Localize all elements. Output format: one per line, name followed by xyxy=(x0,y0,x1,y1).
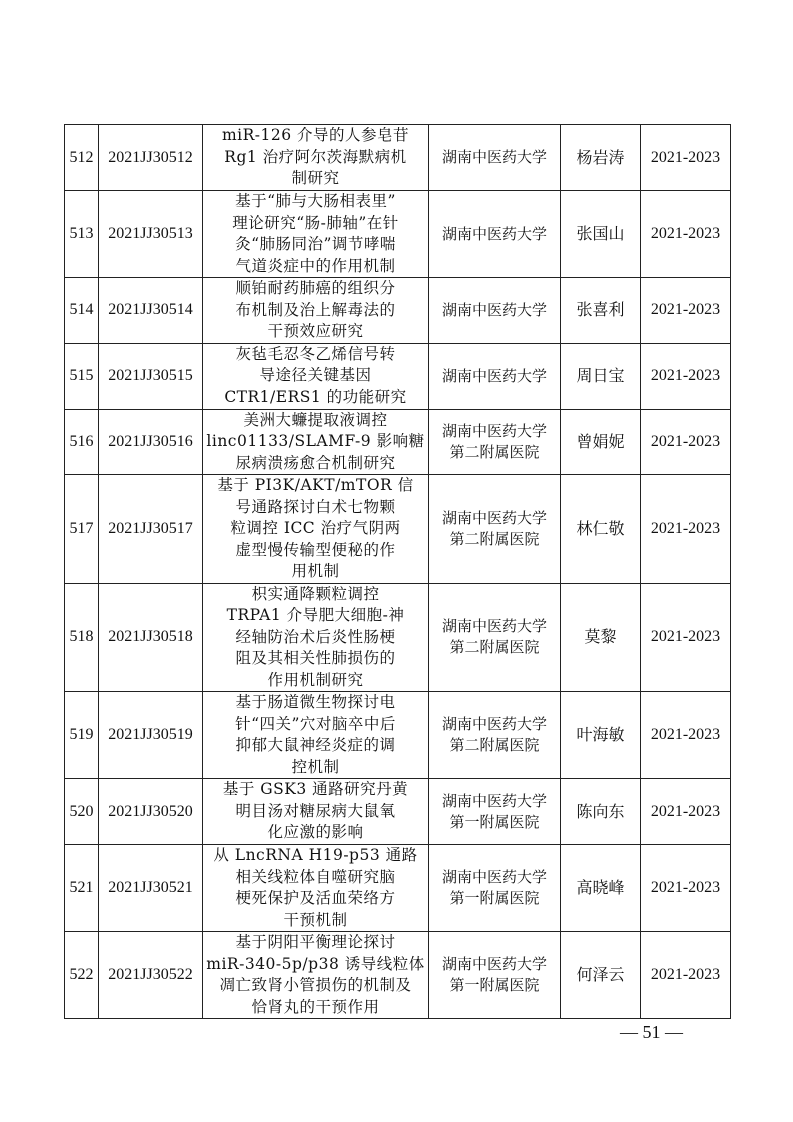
host-institution-line: 第一附属医院 xyxy=(449,976,540,994)
host-institution xyxy=(429,845,561,932)
project-leader: 张喜利 xyxy=(561,278,641,344)
host-institution-line: 湖南中医药大学 xyxy=(441,617,547,636)
table-row xyxy=(65,409,731,475)
project-title-line: CTR1/ERS1 的功能研究 xyxy=(224,387,407,406)
row-number: 517 xyxy=(65,475,99,584)
table-body xyxy=(65,125,731,1019)
project-title-line: 制研究 xyxy=(291,169,340,188)
project-title xyxy=(203,692,429,779)
table-row xyxy=(65,125,731,191)
project-leader: 林仁敬 xyxy=(561,475,641,584)
table-row xyxy=(65,583,731,692)
row-number: 513 xyxy=(65,191,99,278)
host-institution xyxy=(429,278,561,344)
project-title xyxy=(203,278,429,344)
project-title xyxy=(203,475,429,584)
table-row xyxy=(65,475,731,584)
project-title-line: 枳实通降颗粒调控 xyxy=(251,584,380,603)
project-code: 2021JJ30521 xyxy=(99,845,203,932)
project-title-line: 相关线粒体自噬研究脑 xyxy=(235,867,396,886)
host-institution-line: 第一附属医院 xyxy=(449,889,540,907)
row-number: 514 xyxy=(65,278,99,344)
project-title-line: 针“四关”穴对脑卒中后 xyxy=(235,714,396,733)
row-number: 520 xyxy=(65,779,99,845)
host-institution-line: 湖南中医药大学 xyxy=(441,715,547,733)
project-leader: 陈向东 xyxy=(561,779,641,845)
host-institution-line: 湖南中医药大学 xyxy=(441,421,547,440)
host-institution xyxy=(429,475,561,584)
project-code: 2021JJ30522 xyxy=(99,932,203,1019)
project-leader: 杨岩涛 xyxy=(561,125,641,191)
project-title-line: Rg1 治疗阿尔茨海默病机 xyxy=(224,147,407,166)
project-title-line: 气道炎症中的作用机制 xyxy=(235,256,396,275)
project-title-line: 化应激的影响 xyxy=(267,823,364,842)
project-title-line: 从 LncRNA H19-p53 通路 xyxy=(213,846,418,864)
project-title-line: 虚型慢传输型便秘的作 xyxy=(235,540,396,559)
project-title-line: linc01133/SLAMF-9 影响糖 xyxy=(206,432,425,450)
project-code: 2021JJ30517 xyxy=(99,475,203,584)
project-title-line: 干预机制 xyxy=(283,910,348,929)
host-institution-line: 第二附属医院 xyxy=(449,736,540,754)
project-code: 2021JJ30516 xyxy=(99,409,203,475)
host-institution xyxy=(429,932,561,1019)
host-institution-line: 湖南中医药大学 xyxy=(441,148,547,166)
project-title-line: 用机制 xyxy=(291,562,340,580)
project-period: 2021-2023 xyxy=(641,191,731,278)
project-leader: 张国山 xyxy=(561,191,641,278)
table-row xyxy=(65,779,731,845)
project-title-line: 导途径关键基因 xyxy=(259,366,372,385)
project-title-line: TRPA1 介导肥大细胞-神 xyxy=(226,606,405,624)
project-code: 2021JJ30519 xyxy=(99,692,203,779)
project-period: 2021-2023 xyxy=(641,475,731,584)
project-code: 2021JJ30520 xyxy=(99,779,203,845)
project-leader: 叶海敏 xyxy=(561,692,641,779)
table-row xyxy=(65,692,731,779)
host-institution xyxy=(429,692,561,779)
project-title-line: 基于“肺与大肠相表里” xyxy=(235,192,396,210)
project-leader: 莫黎 xyxy=(561,583,641,692)
project-period: 2021-2023 xyxy=(641,278,731,344)
host-institution xyxy=(429,583,561,692)
project-period: 2021-2023 xyxy=(641,845,731,932)
project-title xyxy=(203,191,429,278)
project-title-line: 干预效应研究 xyxy=(267,322,364,340)
project-title xyxy=(203,583,429,692)
project-title-line: 抑郁大鼠神经炎症的调 xyxy=(235,736,396,754)
project-title-line: 控机制 xyxy=(291,757,340,776)
host-institution-line: 第二附属医院 xyxy=(449,638,540,657)
page-number: — 51 — xyxy=(620,1022,683,1042)
project-title-line: 基于 PI3K/AKT/mTOR 信 xyxy=(217,476,414,494)
table-row xyxy=(65,191,731,278)
project-title xyxy=(203,932,429,1019)
project-period: 2021-2023 xyxy=(641,583,731,692)
project-title-line: 梗死保护及活血荣络方 xyxy=(235,889,396,907)
project-title-line: 粒调控 ICC 治疗气阴两 xyxy=(230,519,401,537)
project-title-line: 灰毡毛忍冬乙烯信号转 xyxy=(235,344,396,363)
project-title-line: 号通路探讨白术七物颗 xyxy=(235,497,396,516)
host-institution xyxy=(429,125,561,191)
table-row xyxy=(65,278,731,344)
row-number: 522 xyxy=(65,932,99,1019)
project-title-line: 基于 GSK3 通路研究丹黄 xyxy=(222,780,409,799)
host-institution-line: 第一附属医院 xyxy=(449,812,540,831)
row-number: 521 xyxy=(65,845,99,932)
project-leader: 何泽云 xyxy=(561,932,641,1019)
project-title xyxy=(203,845,429,932)
row-number: 512 xyxy=(65,125,99,191)
project-title-line: 布机制及治上解毒法的 xyxy=(235,300,396,319)
project-title-line: 顺铂耐药肺癌的组织分 xyxy=(235,279,396,297)
project-title-line: 基于阴阳平衡理论探讨 xyxy=(235,933,396,951)
project-title-line: 灸“肺肠同治”调节哮喘 xyxy=(235,235,396,253)
project-leader: 高晓峰 xyxy=(561,845,641,932)
project-period: 2021-2023 xyxy=(641,692,731,779)
host-institution-line: 湖南中医药大学 xyxy=(441,300,547,319)
project-title xyxy=(203,779,429,845)
row-number: 515 xyxy=(65,343,99,409)
project-period: 2021-2023 xyxy=(641,343,731,409)
host-institution-line: 湖南中医药大学 xyxy=(441,224,547,243)
project-title xyxy=(203,343,429,409)
host-institution-line: 湖南中医药大学 xyxy=(441,955,547,973)
project-leader: 曾娟妮 xyxy=(561,409,641,475)
host-institution xyxy=(429,779,561,845)
project-title-line: miR-340-5p/p38 诱导线粒体 xyxy=(206,954,425,973)
host-institution-line: 湖南中医药大学 xyxy=(441,366,547,385)
project-title-line: 美洲大蠊提取液调控 xyxy=(243,410,388,429)
project-title-line: 经轴防治术后炎性肠梗 xyxy=(235,627,396,646)
host-institution-line: 湖南中医药大学 xyxy=(441,508,547,527)
project-code: 2021JJ30512 xyxy=(99,125,203,191)
table-row xyxy=(65,343,731,409)
project-title-line: 恰肾丸的干预作用 xyxy=(251,997,380,1016)
project-table xyxy=(64,124,731,1019)
project-code: 2021JJ30514 xyxy=(99,278,203,344)
host-institution-line: 湖南中医药大学 xyxy=(441,868,547,886)
host-institution xyxy=(429,409,561,475)
project-period: 2021-2023 xyxy=(641,779,731,845)
project-code: 2021JJ30515 xyxy=(99,343,203,409)
project-title-line: miR-126 介导的人参皂苷 xyxy=(221,126,410,145)
project-code: 2021JJ30513 xyxy=(99,191,203,278)
project-title-line: 理论研究“肠-肺轴”在针 xyxy=(232,213,399,232)
project-title-line: 基于肠道微生物探讨电 xyxy=(235,693,396,711)
host-institution-line: 第二附属医院 xyxy=(449,529,540,548)
row-number: 519 xyxy=(65,692,99,779)
project-title-line: 明目汤对糖尿病大鼠氧 xyxy=(235,801,396,820)
project-period: 2021-2023 xyxy=(641,932,731,1019)
project-title-line: 阻及其相关性肺损伤的 xyxy=(235,649,396,667)
project-code: 2021JJ30518 xyxy=(99,583,203,692)
project-period: 2021-2023 xyxy=(641,125,731,191)
project-period: 2021-2023 xyxy=(641,409,731,475)
row-number: 516 xyxy=(65,409,99,475)
host-institution-line: 湖南中医药大学 xyxy=(441,791,547,810)
project-title-line: 凋亡致肾小管损伤的机制及 xyxy=(219,976,412,994)
host-institution xyxy=(429,343,561,409)
project-title-line: 尿病溃疡愈合机制研究 xyxy=(235,453,396,472)
project-title-line: 作用机制研究 xyxy=(267,670,364,689)
table-row xyxy=(65,932,731,1019)
table-row xyxy=(65,845,731,932)
host-institution xyxy=(429,191,561,278)
project-leader: 周日宝 xyxy=(561,343,641,409)
project-title xyxy=(203,409,429,475)
row-number: 518 xyxy=(65,583,99,692)
host-institution-line: 第二附属医院 xyxy=(449,442,540,461)
project-title xyxy=(203,125,429,191)
